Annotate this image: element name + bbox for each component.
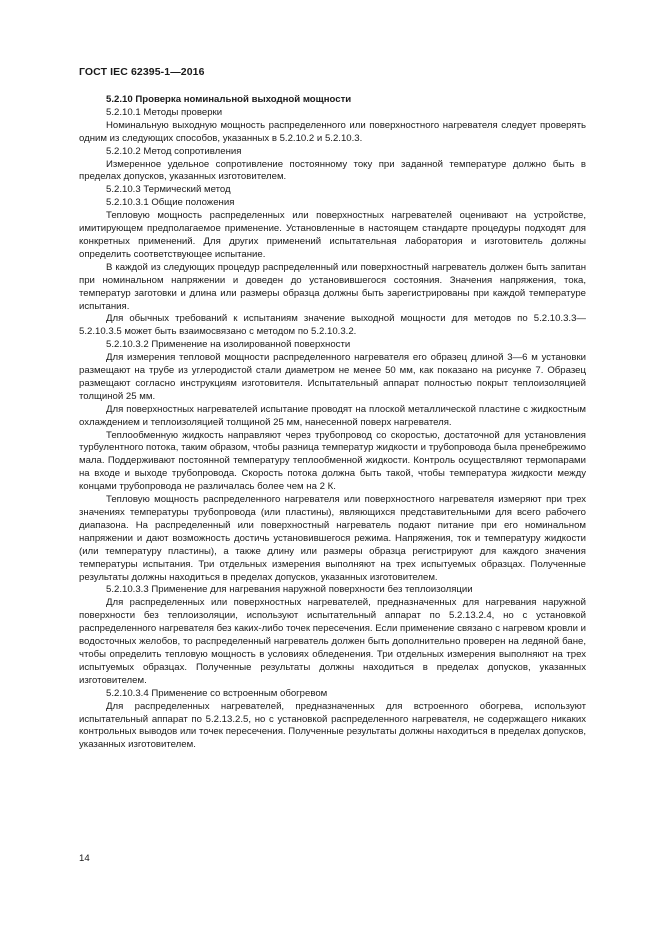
body-paragraph: Тепловую мощность распределенных или поверхностных нагревателей оценивают на устройстве, имитирующем предполагаемое применение. Установленные в настоящем стандарте процедуры подходят для конкретных применений. Для других применений испытательная лаборатория и изготовитель должны определить соответствующее испытание. <box>79 210 586 260</box>
section-heading: 5.2.10.3.1 Общие положения <box>106 197 235 209</box>
section-heading: 5.2.10.3.3 Применение для нагревания наружной поверхности без теплоизоляции <box>106 584 473 596</box>
body-paragraph: Измеренное удельное сопротивление постоянному току при заданной температуре должно быть в пределах допусков, указанных изготовителем. <box>79 158 586 183</box>
section-heading: 5.2.10 Проверка номинальной выходной мощности <box>106 94 352 105</box>
section-heading: 5.2.10.1 Методы проверки <box>106 106 223 118</box>
body-paragraph: Для измерения тепловой мощности распределенного нагревателя его образец длиной 3—6 м установки размещают на трубе из углеродистой стали диаметром не менее 50 мм, как показано на рисунке 7. Образец размещают согласно инструкциям изготовителя. Испытательный аппарат полностью покрыт теплоизоляцией толщиной 25 мм. <box>79 352 586 402</box>
document-header: ГОСТ IEC 62395-1—2016 <box>79 66 205 78</box>
body-paragraph: Номинальную выходную мощность распределенного или поверхностного нагревателя следует проверять одним из следующих способов, указанных в 5.2.10.2 и 5.2.10.3. <box>79 119 586 144</box>
body-paragraph: Для поверхностных нагревателей испытание проводят на плоской металлической пластине с жидкостным охлаждением и теплоизоляцией толщиной 25 мм, нанесенной поверх нагревателя. <box>79 403 586 428</box>
body-paragraph: Тепловую мощность распределенного нагревателя или поверхностного нагревателя измеряют при трех значениях температуры трубопровода (или пластины), являющихся представительными для всего рабочего диапазона. На распределенный или поверхностный нагреватель подают питание при его номинальном напряжении и дают возможность достичь установившегося режима. Напряжения, ток и температуру жидкости (или температуру пластины), а также длину или размеры образца регистрируют для каждого значения температуры испытания. Три отдельных измерения выполняют на трех испытуемых образцах. Полученные результаты должны находиться в пределах допусков, указанных изготовителем. <box>79 494 586 583</box>
body-paragraph: В каждой из следующих процедур распределенный или поверхностный нагреватель должен быть запитан при номинальном напряжении и доведен до установившегося состояния. Значения напряжения, тока, температур заготовки и длина или размеры образца должны быть зарегистрированы при каждой температуре испытания. <box>79 261 586 312</box>
page-number: 14 <box>79 853 90 864</box>
body-paragraph: Теплообменную жидкость направляют через трубопровод со скоростью, достаточной для установления турбулентного потока, таким образом, чтобы разница температур жидкости и трубопровода была пренебрежимо мала. Поддерживают постоянной температуру теплообменной жидкости. Контроль осуществляют термопарами на входе и выходе трубопровода. Скорость потока должна быть такой, чтобы температура жидкости между концами трубопровода не различалась более чем на 2 К. <box>79 429 586 493</box>
body-paragraph: Для распределенных нагревателей, предназначенных для встроенного обогрева, используют испытательный аппарат по 5.2.13.2.5, но с установкой распределенного нагревателя, не содержащего никаких контрольных выводов или точек пересечения. Полученные результаты должны находиться в пределах допусков, указанных изготовителем. <box>79 700 586 751</box>
section-heading: 5.2.10.3 Термический метод <box>106 184 231 196</box>
section-heading: 5.2.10.2 Метод сопротивления <box>106 145 242 157</box>
body-paragraph: Для распределенных или поверхностных нагревателей, предназначенных для нагревания наружной поверхности без теплоизоляции, используют испытательный аппарат по 5.2.13.2.4, но с установкой распределенного нагревателя без каких-либо точек пересечения. Если применение связано с нагревом кровли и водосточных желобов, то распределенный нагреватель должен быть дополнительно проверен на ледяной бане, чтобы определить тепловую мощность в условиях обледенения. Три отдельных измерения выполняют на трех испытуемых образцах. Полученные результаты должны находиться в пределах допусков, указанных изготовителем. <box>79 597 586 686</box>
document-body <box>79 94 586 752</box>
section-heading: 5.2.10.3.4 Применение со встроенным обогревом <box>106 687 328 699</box>
section-heading: 5.2.10.3.2 Применение на изолированной поверхности <box>106 339 351 351</box>
body-paragraph: Для обычных требований к испытаниям значение выходной мощности для методов по 5.2.10.3.3—5.2.10.3.5 может быть взаимосвязано с методом по 5.2.10.3.2. <box>79 313 586 338</box>
